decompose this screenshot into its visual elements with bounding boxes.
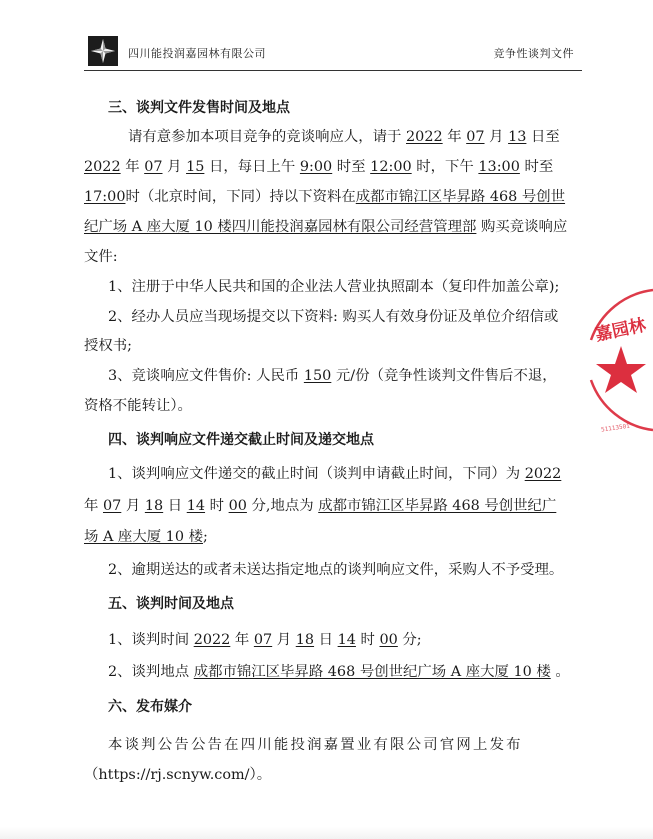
sec4-item-1-line-2: 年 07 月 18 日 14 时 00 分,地点为 成都市锦江区毕昇路 468 号创世纪广: [84, 498, 557, 514]
sec3-item-1: 1、注册于中华人民共和国的企业法人营业执照副本（复印件加盖公章);: [108, 279, 560, 295]
sec3-item-3-line-2: 资格不能转让）。: [84, 398, 192, 414]
header-document-type: 竞争性谈判文件: [493, 47, 574, 60]
sec3-paragraph-line-1: 请有意参加本项目竞争的竞谈响应人，请于 2022 年 07 月 13 日至: [128, 129, 560, 145]
section-6-title: 六、发布媒介: [108, 699, 192, 715]
sec3-item-3-line-1: 3、竞谈响应文件售价: 人民币 150 元/份（竞争性谈判文件售后不退，: [108, 368, 557, 384]
sec6-paragraph-line-2: （https://rj.scnyw.com/）。: [84, 767, 272, 783]
svg-text:51113501: 51113501: [600, 422, 631, 434]
sec5-item-1: 1、谈判时间 2022 年 07 月 18 日 14 时 00 分;: [108, 632, 422, 648]
sec4-item-1-line-1: 1、谈判响应文件递交的截止时间（谈判申请截止时间，下同）为 2022: [108, 466, 562, 482]
company-seal-stamp: [583, 280, 653, 450]
page-bottom-shadow: [0, 827, 653, 839]
sec3-paragraph-line-3: 17:00时（北京时间，下同）持以下资料在成都市锦江区毕昇路 468 号创世: [84, 189, 566, 205]
header-company-name: 四川能投润嘉园林有限公司: [128, 47, 266, 60]
sec4-item-1-line-3: 场 A 座大厦 10 楼;: [84, 529, 208, 545]
sec3-item-2-line-2: 授权书;: [84, 338, 133, 354]
company-logo-icon: [88, 36, 118, 66]
sec3-paragraph-line-5: 文件:: [84, 249, 118, 265]
section-3-title: 三、谈判文件发售时间及地点: [108, 100, 290, 116]
sec4-item-2: 2、逾期送达的或者未送达指定地点的谈判响应文件，采购人不予受理。: [108, 562, 564, 578]
section-5-title: 五、谈判时间及地点: [108, 596, 234, 612]
sec5-item-2: 2、谈判地点 成都市锦江区毕昇路 468 号创世纪广场 A 座大厦 10 楼 。: [108, 664, 570, 680]
sec3-item-2-line-1: 2、经办人员应当现场提交以下资料: 购买人有效身份证及单位介绍信或: [108, 309, 559, 325]
sec3-paragraph-line-4: 纪广场 A 座大厦 10 楼四川能投润嘉园林有限公司经营管理部 购买竞谈响应: [84, 219, 568, 235]
sec3-paragraph-line-2: 2022 年 07 月 15 日，每日上午 9:00 时至 12:00 时，下午 13:00 时至: [84, 159, 554, 175]
section-4-title: 四、谈判响应文件递交截止时间及递交地点: [108, 432, 374, 448]
page-header: [84, 34, 582, 71]
svg-text:嘉园林: 嘉园林: [593, 315, 648, 346]
sec6-paragraph-line-1: 本谈判公告公告在四川能投润嘉置业有限公司官网上发布: [108, 737, 523, 753]
